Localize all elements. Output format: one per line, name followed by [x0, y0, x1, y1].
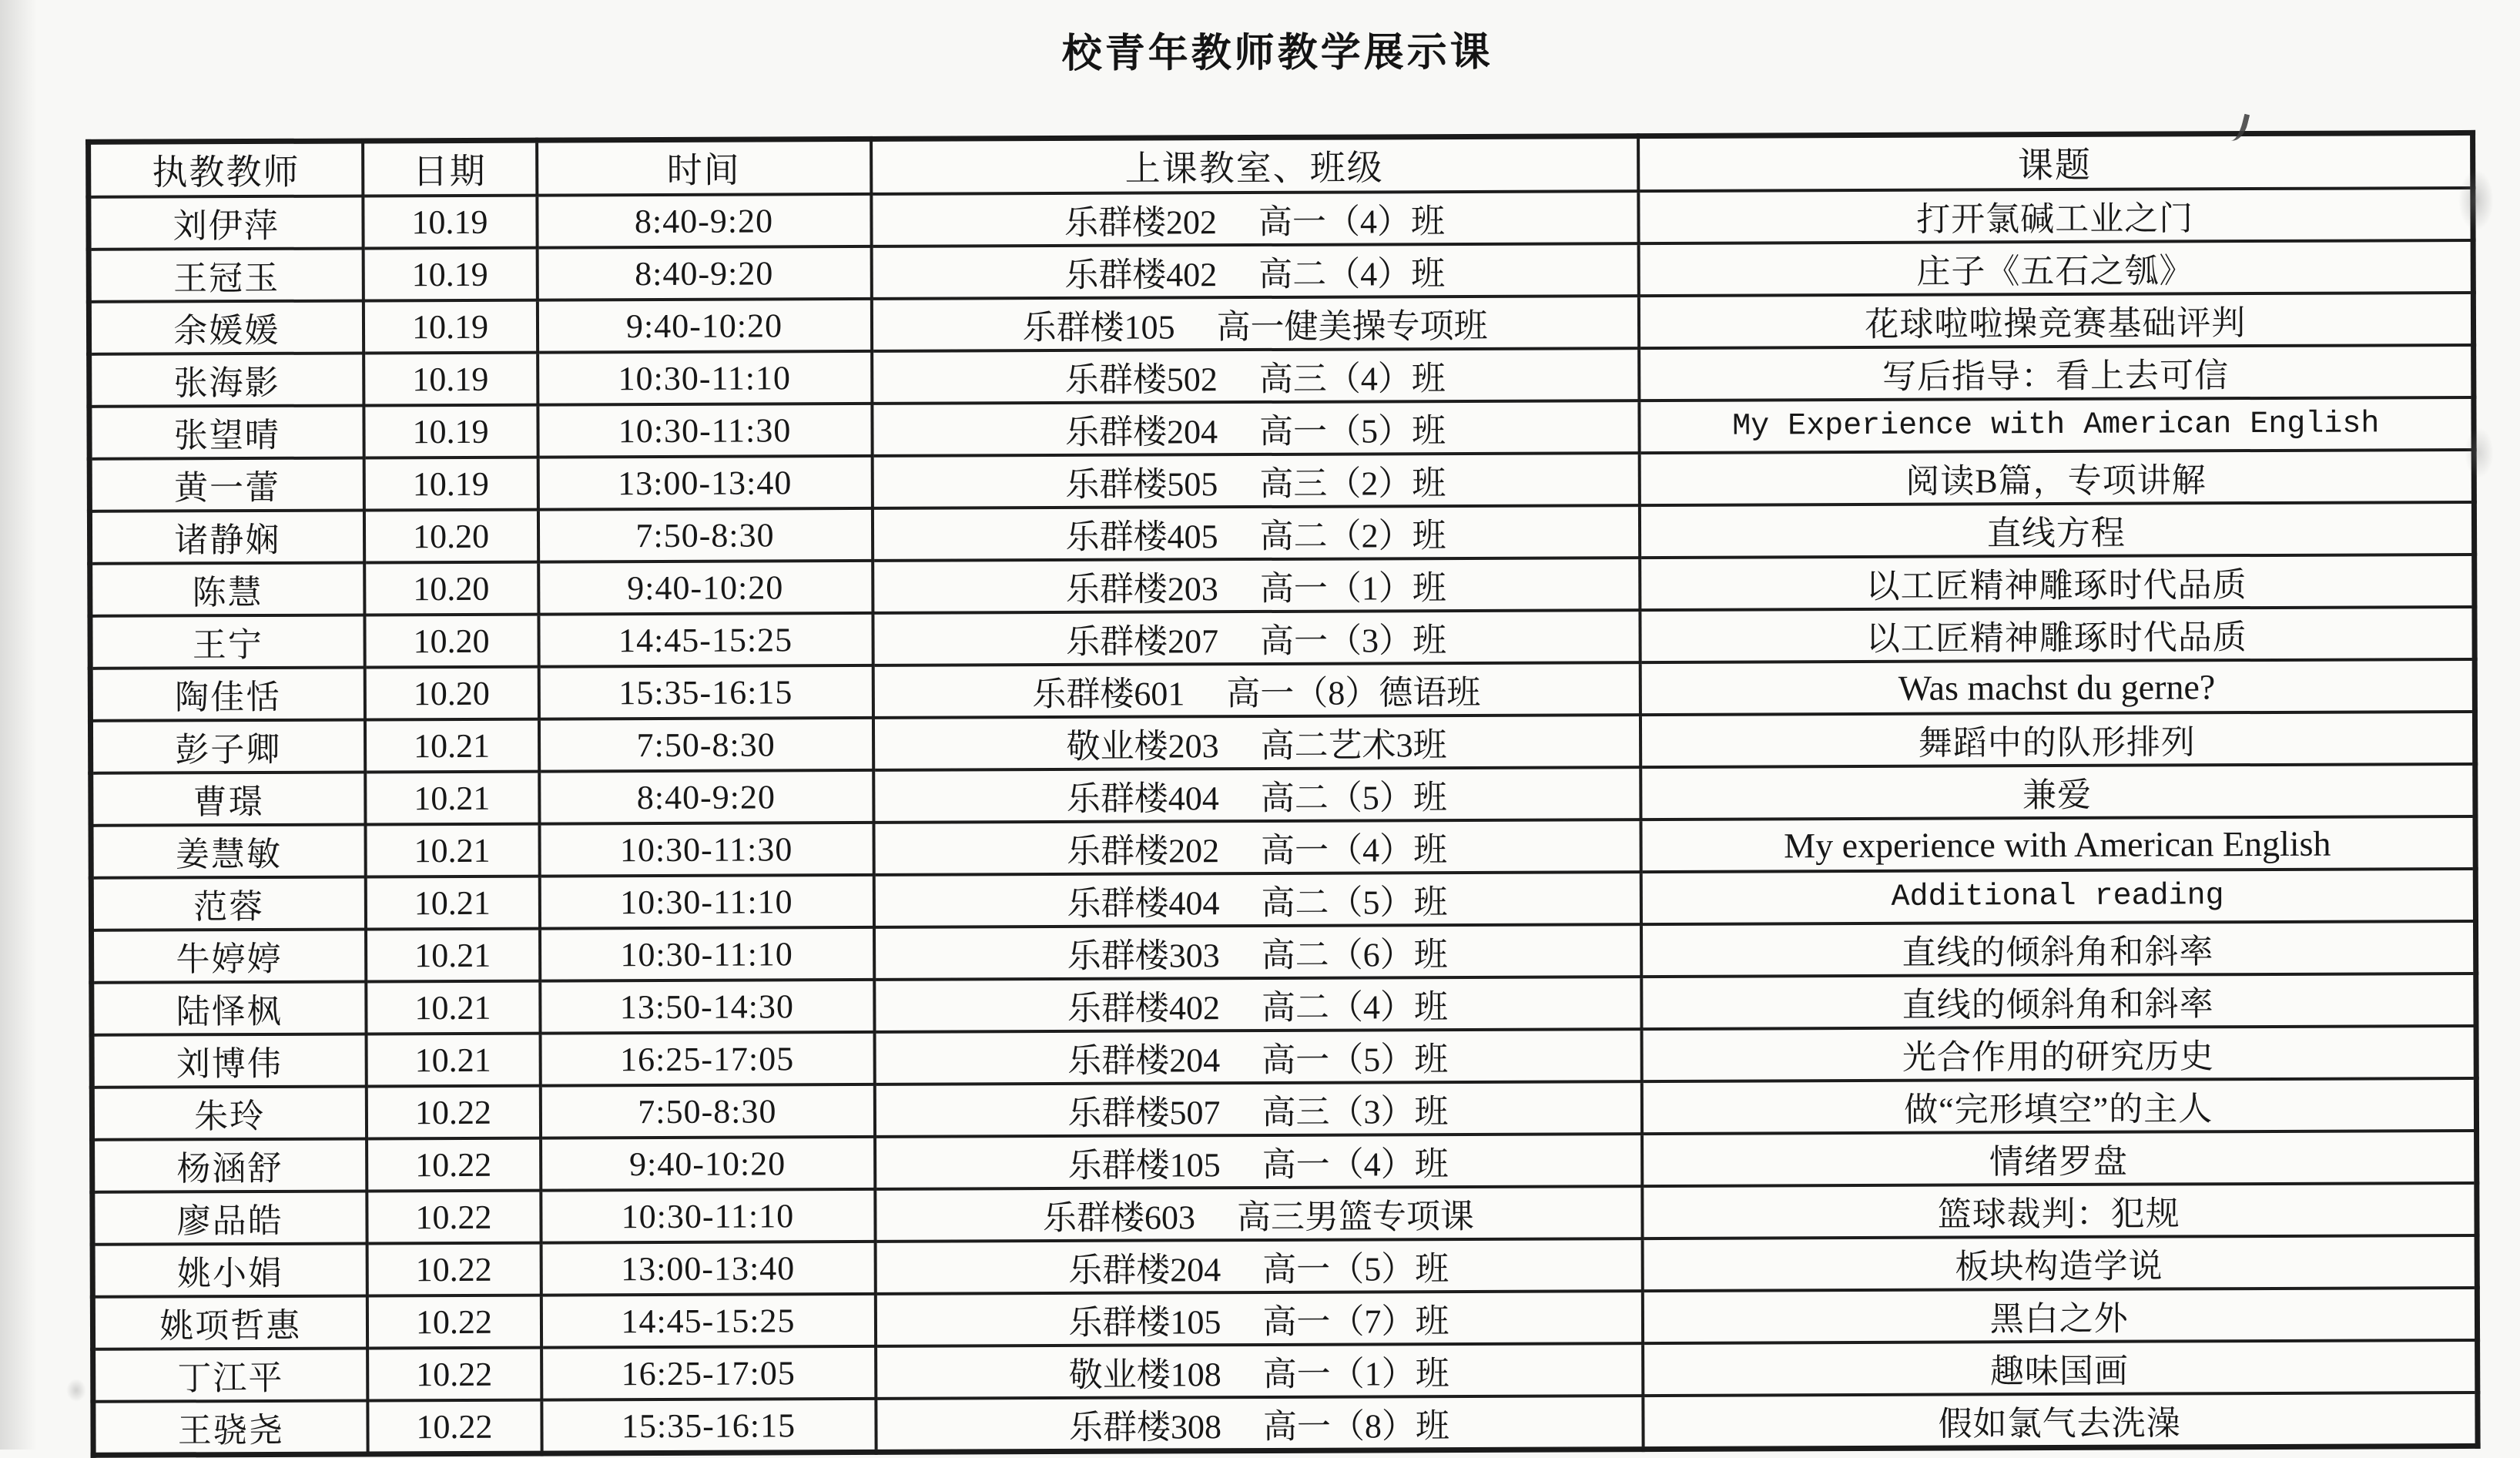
topic-cell: 情绪罗盘 [1642, 1131, 2477, 1186]
room-class-cell [872, 453, 1639, 508]
time-cell: 9:40-10:20 [541, 1137, 875, 1191]
room-class-cell [876, 1396, 1643, 1452]
topic-cell: Was machst du gerne? [1640, 659, 2475, 715]
teacher-cell: 朱玲 [92, 1086, 366, 1139]
table-row [92, 1288, 2477, 1349]
header-date: 日期 [363, 140, 537, 196]
table-row [89, 450, 2474, 511]
room-text: 乐群楼507 [1067, 1094, 1220, 1132]
table-row [90, 555, 2475, 616]
table-row [93, 1393, 2478, 1455]
room-class-cell [873, 662, 1640, 718]
time-cell: 10:30-11:10 [540, 927, 874, 981]
topic-cell: 庄子《五石之瓠》 [1638, 240, 2473, 296]
date-cell: 10.19 [364, 405, 538, 458]
topic-cell: 趣味国画 [1643, 1340, 2478, 1396]
time-cell: 16:25-17:05 [541, 1346, 876, 1400]
time-cell: 13:50-14:30 [540, 980, 874, 1034]
date-cell: 10.19 [364, 353, 538, 406]
date-cell: 10.19 [363, 248, 537, 301]
class-text: 高二（6）班 [1262, 936, 1448, 974]
time-cell: 14:45-15:25 [538, 613, 873, 667]
time-cell: 13:00-13:40 [541, 1242, 875, 1295]
teacher-cell: 余媛媛 [89, 300, 363, 354]
teacher-cell: 姚项哲惠 [92, 1295, 367, 1349]
date-cell: 10.19 [363, 300, 537, 354]
class-text: 高二（2）班 [1259, 517, 1446, 555]
room-text: 乐群楼105 [1022, 308, 1175, 347]
header-teacher: 执教教师 [89, 141, 363, 197]
teacher-cell: 诸静娴 [89, 510, 364, 563]
table-row [89, 293, 2473, 354]
class-text: 高三（2）班 [1259, 464, 1446, 503]
room-class-cell [872, 348, 1639, 404]
class-text: 高二艺术3班 [1261, 726, 1447, 765]
teacher-cell: 刘伊萍 [89, 196, 363, 249]
table-row [89, 345, 2474, 407]
teacher-cell: 曹璟 [91, 772, 365, 825]
teacher-cell: 范蓉 [91, 876, 365, 930]
table-row [91, 816, 2475, 878]
teacher-cell: 姜慧敏 [91, 824, 365, 877]
class-text: 高一（7）班 [1262, 1302, 1449, 1341]
date-cell: 10.19 [363, 196, 537, 249]
teacher-cell: 王骁尧 [93, 1400, 367, 1455]
room-text: 乐群楼203 [1066, 570, 1218, 608]
topic-cell: 花球啦啦操竞赛基础评判 [1638, 293, 2473, 348]
room-class-cell [874, 1081, 1641, 1137]
time-cell: 10:30-11:10 [539, 875, 873, 929]
header-time: 时间 [537, 139, 871, 195]
teacher-cell: 丁江平 [93, 1348, 367, 1401]
room-text: 乐群楼402 [1067, 989, 1220, 1027]
table-row [90, 607, 2475, 669]
topic-cell: 直线方程 [1639, 502, 2474, 558]
class-text: 高一（4）班 [1262, 1145, 1449, 1184]
teacher-cell: 杨涵舒 [92, 1138, 367, 1192]
time-cell: 8:40-9:20 [537, 194, 871, 248]
room-text: 乐群楼303 [1067, 937, 1220, 975]
class-text: 高一（3）班 [1260, 622, 1446, 660]
room-class-cell [872, 505, 1639, 561]
class-text: 高三（3）班 [1262, 1093, 1448, 1131]
teacher-cell: 张望晴 [89, 405, 364, 458]
date-cell: 10.21 [365, 772, 539, 825]
table-row [91, 764, 2475, 826]
table-row [92, 921, 2476, 983]
table-row [93, 1340, 2478, 1402]
date-cell: 10.21 [366, 1034, 540, 1087]
class-text: 高一（8）班 [1263, 1407, 1449, 1446]
date-cell: 10.22 [367, 1243, 541, 1296]
room-class-cell [875, 1186, 1642, 1242]
class-text: 高二（5）班 [1261, 779, 1447, 817]
room-class-cell [876, 1343, 1643, 1399]
topic-cell: 直线的倾斜角和斜率 [1640, 921, 2475, 977]
topic-cell: 阅读B篇，专项讲解 [1639, 450, 2474, 505]
room-text: 乐群楼105 [1068, 1303, 1221, 1342]
page-title: 校青年教师教学展示课 [85, 15, 2469, 82]
date-cell: 10.20 [364, 562, 538, 615]
teacher-cell: 王冠玉 [89, 248, 363, 301]
time-cell: 10:30-11:30 [539, 823, 873, 876]
topic-cell: 做“完形填空”的主人 [1641, 1078, 2476, 1134]
time-cell: 16:25-17:05 [540, 1032, 874, 1086]
topic-cell: 打开氯碱工业之门 [1638, 188, 2473, 243]
class-text: 高一（4）班 [1258, 203, 1445, 241]
room-text: 乐群楼105 [1068, 1146, 1221, 1185]
room-class-cell [874, 924, 1641, 980]
class-text: 高一（5）班 [1262, 1041, 1448, 1079]
date-cell: 10.21 [366, 929, 540, 982]
room-text: 乐群楼502 [1065, 360, 1218, 399]
room-class-cell [871, 191, 1638, 246]
room-text: 乐群楼505 [1065, 465, 1218, 504]
room-text: 乐群楼202 [1067, 832, 1219, 870]
date-cell: 10.21 [364, 719, 538, 773]
time-cell: 8:40-9:20 [537, 246, 871, 300]
time-cell: 10:30-11:10 [541, 1189, 875, 1243]
time-cell: 15:35-16:15 [541, 1399, 876, 1453]
table-row [92, 1131, 2477, 1192]
topic-cell: 光合作用的研究历史 [1641, 1026, 2476, 1081]
topic-cell: 篮球裁判：犯规 [1642, 1183, 2477, 1238]
room-text: 乐群楼404 [1067, 779, 1219, 818]
topic-cell: Additional reading [1640, 869, 2475, 924]
table-row [92, 974, 2476, 1035]
class-text: 高一（1）班 [1263, 1355, 1449, 1393]
date-cell: 10.22 [367, 1295, 541, 1349]
teacher-cell: 姚小娟 [92, 1243, 367, 1296]
class-text: 高一（8）德语班 [1226, 674, 1480, 712]
schedule-table [85, 130, 2481, 1458]
room-text: 乐群楼405 [1065, 518, 1218, 556]
date-cell: 10.20 [364, 615, 538, 668]
time-cell: 14:45-15:25 [541, 1294, 875, 1348]
class-text: 高一（5）班 [1262, 1250, 1449, 1289]
class-text: 高二（4）班 [1258, 255, 1445, 293]
room-class-cell [873, 819, 1640, 875]
time-cell: 9:40-10:20 [537, 299, 871, 353]
table-row [89, 397, 2474, 459]
time-cell: 7:50-8:30 [538, 508, 872, 562]
room-class-cell [875, 1291, 1642, 1346]
teacher-cell: 彭子卿 [90, 719, 364, 773]
table-row [91, 869, 2475, 930]
time-cell: 8:40-9:20 [539, 770, 873, 824]
date-cell: 10.19 [364, 458, 538, 511]
room-text: 乐群楼207 [1066, 622, 1218, 661]
teacher-cell: 王宁 [90, 615, 364, 668]
table-row [90, 712, 2475, 773]
teacher-cell: 陈慧 [90, 562, 364, 615]
date-cell: 10.20 [364, 667, 538, 720]
table-row [92, 1078, 2476, 1140]
table-row [89, 240, 2473, 302]
teacher-cell: 刘博伟 [92, 1034, 366, 1087]
room-text: 乐群楼404 [1067, 884, 1219, 923]
time-cell: 7:50-8:30 [538, 718, 873, 772]
time-cell: 10:30-11:10 [538, 351, 872, 405]
topic-cell: 黑白之外 [1642, 1288, 2477, 1343]
table-row [92, 1235, 2477, 1297]
table-row [89, 188, 2473, 250]
room-text: 乐群楼204 [1065, 413, 1218, 451]
table-body [89, 188, 2478, 1455]
room-class-cell [873, 872, 1640, 927]
room-class-cell [871, 243, 1638, 299]
teacher-cell: 陶佳恬 [90, 667, 364, 720]
time-cell: 15:35-16:15 [538, 665, 873, 719]
class-text: 高一健美操专项班 [1216, 307, 1487, 346]
time-cell: 13:00-13:40 [538, 456, 872, 510]
room-class-cell [873, 715, 1640, 770]
room-class-cell [874, 1029, 1641, 1084]
table-row [92, 1026, 2476, 1088]
room-text: 乐群楼308 [1069, 1408, 1221, 1446]
room-class-cell [873, 610, 1640, 665]
time-cell: 7:50-8:30 [540, 1084, 874, 1138]
date-cell: 10.22 [366, 1086, 540, 1139]
table-row [90, 659, 2475, 721]
class-text: 高一（4）班 [1261, 831, 1447, 870]
class-text: 高三男篮专项课 [1237, 1198, 1474, 1236]
topic-cell: My Experience with American English [1639, 397, 2474, 453]
date-cell: 10.20 [364, 510, 538, 563]
topic-cell: 以工匠精神雕琢时代品质 [1640, 555, 2475, 610]
teacher-cell: 陆怿枫 [92, 981, 366, 1034]
topic-cell: 写后指导：看上去可信 [1639, 345, 2474, 401]
topic-cell: 舞蹈中的队形排列 [1640, 712, 2475, 767]
table-row [89, 502, 2474, 564]
time-cell: 10:30-11:30 [538, 404, 872, 458]
table-row [92, 1183, 2477, 1245]
header-row [89, 132, 2473, 196]
header-room-class: 上课教室、班级 [871, 136, 1638, 194]
room-text: 乐群楼204 [1068, 1251, 1221, 1289]
teacher-cell: 张海影 [89, 353, 364, 406]
date-cell: 10.21 [365, 824, 539, 877]
room-class-cell [874, 977, 1641, 1032]
class-text: 高一（1）班 [1260, 569, 1446, 608]
room-class-cell [873, 767, 1640, 823]
topic-cell: 兼爱 [1640, 764, 2475, 819]
date-cell: 10.22 [367, 1348, 541, 1401]
room-class-cell [873, 558, 1640, 613]
date-cell: 10.22 [367, 1191, 541, 1244]
topic-cell: 假如氯气去洗澡 [1643, 1393, 2478, 1450]
date-cell: 10.21 [365, 876, 539, 930]
class-text: 高一（5）班 [1259, 412, 1446, 451]
room-class-cell [875, 1238, 1642, 1294]
room-text: 敬业楼108 [1069, 1356, 1221, 1394]
date-cell: 10.21 [366, 981, 540, 1034]
room-text: 乐群楼402 [1064, 256, 1217, 294]
date-cell: 10.22 [367, 1400, 541, 1454]
time-cell: 9:40-10:20 [538, 561, 873, 615]
room-text: 乐群楼603 [1043, 1198, 1195, 1237]
room-text: 敬业楼203 [1067, 727, 1219, 766]
topic-cell: My experience with American English [1640, 816, 2475, 872]
teacher-cell: 黄一蕾 [89, 458, 364, 511]
class-text: 高二（5）班 [1261, 883, 1447, 922]
room-class-cell [875, 1134, 1642, 1189]
topic-cell: 直线的倾斜角和斜率 [1641, 974, 2476, 1029]
class-text: 高三（4）班 [1259, 360, 1446, 398]
room-text: 乐群楼202 [1064, 203, 1217, 242]
topic-cell: 以工匠精神雕琢时代品质 [1640, 607, 2475, 662]
room-text: 乐群楼204 [1067, 1041, 1220, 1080]
header-topic: 课题 [1638, 132, 2473, 191]
room-class-cell [871, 296, 1638, 351]
topic-cell: 板块构造学说 [1642, 1235, 2477, 1291]
date-cell: 10.22 [367, 1138, 541, 1192]
room-class-cell [872, 401, 1639, 456]
class-text: 高二（4）班 [1262, 988, 1448, 1027]
teacher-cell: 廖品皓 [92, 1191, 367, 1244]
room-text: 乐群楼601 [1032, 675, 1185, 713]
teacher-cell: 牛婷婷 [92, 929, 366, 982]
